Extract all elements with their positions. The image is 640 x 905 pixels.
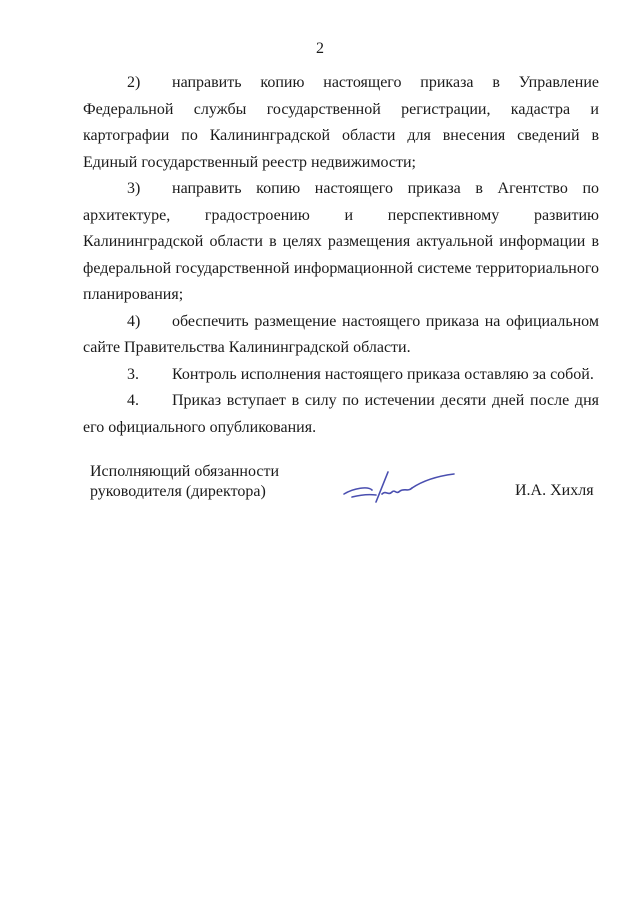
paragraph-text: направить копию настоящего приказа в Агентство по архитектуре, градостроению и перспективному развитию Калининградской области в целях размещения актуальной информации в федеральной государственной информационной системе территориального планирования;: [83, 180, 599, 303]
paragraph-item-4: [83, 309, 599, 362]
item-number: 3): [127, 180, 141, 197]
item-number: 4.: [127, 392, 139, 409]
page-number: 2: [316, 40, 324, 57]
item-number: 2): [127, 74, 141, 91]
paragraph-text: Приказ вступает в силу по истечении десяти дней после дня его официального опубликования.: [83, 392, 599, 436]
signer-title-line2: руководителя (директора): [90, 483, 266, 500]
signature-block: [90, 462, 610, 502]
paragraph-text: обеспечить размещение настоящего приказа на официальном сайте Правительства Калининградской области.: [83, 312, 599, 356]
paragraph-text: направить копию настоящего приказа в Управление Федеральной службы государственной регистрации, кадастра и картографии по Калининградской области для внесения сведений в Единый государственный реестр недвижимости;: [83, 74, 599, 171]
signer-name: И.А. Хихля: [515, 482, 594, 499]
document-body: [83, 70, 599, 441]
item-number: 3.: [127, 365, 139, 383]
paragraph-text: Контроль исполнения настоящего приказа оставляю за собой.: [172, 365, 594, 383]
paragraph-item-3: [83, 176, 599, 309]
signature-strokes: [344, 472, 454, 502]
paragraph-effective: [83, 388, 599, 441]
item-number: 4): [127, 312, 141, 330]
paragraph-item-2: [83, 70, 599, 176]
handwritten-signature: [338, 464, 458, 508]
paragraph-control: [83, 362, 599, 389]
signer-title-line1: Исполняющий обязанности: [90, 463, 280, 480]
